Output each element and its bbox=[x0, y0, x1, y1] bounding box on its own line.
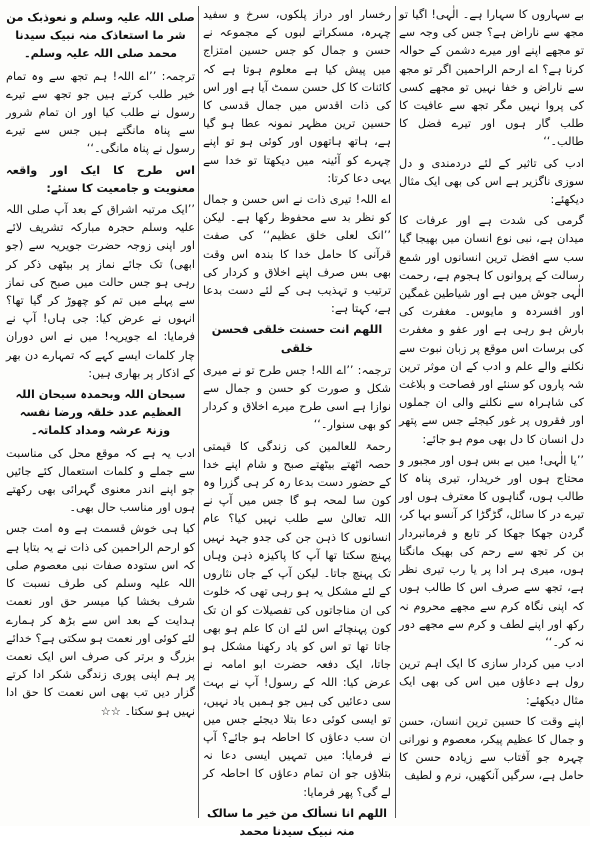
text-column-middle bbox=[203, 6, 391, 838]
paragraph: اے اللہ! تیری ذات نے اس حسن و جمال کو نظر بد سے محفوظ رکھا ہے۔ لیکن ’’انک لعلی خلق عظیم‘‘ کی صفت قرآنی کا حامل خدا کا بندہ اس وقت بھی بس صرف اپنے اخلاق و کردار کی ترتیب و تہذیب ہی کے لئے دست بدعا ہے، کہتا ہے: bbox=[203, 193, 391, 316]
translation: ترجمہ: ’’اے اللہ! جس طرح تو نے میری شکل و صورت کو حسن و جمال سے نوازا ہے اسی طرح میرے اخلاق و کردار کو بھی سنوار۔‘‘ bbox=[203, 363, 391, 432]
quoted-narration: ’’ایک مرتبہ اشراق کے بعد آپ صلی اللہ علیہ وسلم حجرہ مبارکہ تشریف لائے اور اپنی زوجہ حضرت جویریہ سے (جو ابھی) تک جائے نماز پر بیٹھی ذکر کر رہی ہو جس حالت میں صبح کی نماز سے پہلے میں تم کو چھوڑ کر گیا تھا؟ انہوں نے عرض کیا: جی ہاں! آپ نے فرمایا: اے جویریہ! میں نے اس دوران چار کلمات ایسے کہے کہ تمہارے دن بھر کے اذکار پر بھاری ہیں: bbox=[6, 203, 195, 380]
paragraph: ادب یہ ہے کہ موقع محل کی مناسبت سے جملے و کلمات استعمال کئے جائیں جو اپنے اندر معنوی گہرائی بھی رکھتے ہوں اور مناسب حال بھی۔ bbox=[6, 446, 195, 515]
paragraph: ادب کی تاثیر کے لئے دردمندی و دل سوزی ناگزیر ہے اس کی بھی ایک مثال دیکھئے: bbox=[399, 156, 584, 207]
paragraph: گرمی کی شدت ہے اور عرفات کا میدان ہے، نبی نوع انسان میں بھیجا گیا سب سے افضل ترین انسانوں اور شمع رسالت کے پروانوں کا ہجوم ہے، رحمت الٰہی جوش میں ہے اور شیاطین غمگین اور افسردہ و مایوس۔ مغفرت کی بارش ہو رہی ہے اور عفو و مغفرت کی برسات اس موقع پر زبان نبوت سے نکلنے والے علم و ادب کے ان موثر ترین شہ پاروں کو سنئے اور فصاحت و بلاغت کی شاہراہ سے نکلنے والی ان جملوں اور فقروں پر غور کیجئے جس سے پتھر دل انسان کا دل بھی موم ہو جائے: bbox=[399, 214, 584, 446]
quoted-prayer: ’’یا الٰہی! میں بے بس ہوں اور مجبور و محتاج ہوں اور خریدار، تیری پناہ کا طالب ہوں، گناہوں کا معترف ہوں اور تیرے در کا سائل، گڑگڑا کر آنسو بہا کر، گردن جھکا جھکا کر تابع و فرمانبردار بن کر تجھ سے رحم کی بھیک مانگتا ہوں، میری ہر ادا پر یا رب تیری نظر ہے، تجھ سے صرف اس کا طالب ہوں کہ اپنی نگاہ کرم سے مجھے محروم نہ رکھ اور اپنے لطف و کرم سے مجھے دور نہ کر۔‘‘ bbox=[399, 453, 584, 649]
text-column-right bbox=[399, 6, 584, 820]
text-column-left bbox=[6, 6, 195, 820]
column-divider bbox=[198, 6, 199, 818]
paragraph: رخسار اور دراز پلکوں، سرخ و سفید چہرہ، مسکراتے لبوں کے مجموعہ نے حسن و جمال کو جس حسین امتزاج میں پیش کیا ہے معلوم ہوتا ہے کہ کائنات کا کل حسن سمٹ آیا ہے اور اس کی ذات اقدس میں جمال قدسی کا حسین ترین مظہر نمونہ عطا ہو گیا ہے، ہاتھ ہاتھوں اور کوئی ہو تو اپنے چہرے کو آئینہ میں دیکھتا تو خدا سے یہی دعا کرتا: bbox=[203, 8, 391, 185]
paragraph: ادب میں کردار سازی کا ایک اہم ترین رول ہے دعاؤں میں اس کی بھی ایک مثال دیکھئے: bbox=[399, 657, 584, 707]
arabic-prayer: صلی اللہ علیہ وسلم و نعوذبک من شر ما استعاذک منہ نبیک سیدنا محمد صلی اللہ علیہ وسلم۔ bbox=[6, 11, 195, 61]
arabic-prayer: اللھم انا نسألک من خیر ما سالک منہ نبیک سیدنا محمد bbox=[206, 806, 388, 838]
paragraph: اپنے وقت کا حسین ترین انسان، حسن و جمال کا عظیم پیکر، معصوم و نورانی چہرہ جو آفتاب سے زیادہ حسن کا حامل ہے، سرگیں آنکھیں، نرم و لطیف bbox=[399, 714, 584, 783]
arabic-dhikr: سبحان اللہ وبحمدہ سبحان اللہ العظیم عدد خلقہ ورضا نفسہ وزنۃ عرشہ ومداد کلماتہ۔ bbox=[15, 388, 186, 438]
paragraph: رحمۃ للعالمین کی زندگی کا قیمتی حصہ اٹھتے بیٹھتے صبح و شام اپنے خدا کے حضور دست بدعا رہ کر ہی گزرا وہ کون سا لمحہ ہو گا جس میں آپ نے اللہ تعالیٰ سے طلب نہیں کیا؟ عام انسانوں کا ذہن جن کی جدو جہد نہیں پہنچ سکتا تھا آپ کا پاکیزہ ذہن وہاں تک پہنچ جاتا۔ لیکن آپ کے جاں نثاروں کے لئے مشکل یہ ہو رہی تھی کہ خلوت کی ان مناجاتوں کی تفصیلات کو ان تک کون پہنچائے اس لئے ان کا علم ہو بھی جاتا تھا تو اس کو یاد رکھنا مشکل ہو جاتا، ایک دفعہ حضرت ابو امامہ نے عرض کیا: اللہ کے رسول! آپ نے بہت سی دعائیں کی ہیں جو ہمیں یاد نہیں، تو ایسی کوئی دعا بتلا دیجئے جس میں ان سب دعاؤں کا احاطہ ہو جائے؟ آپ نے فرمایا: میں تمہیں ایسی دعا نہ بتلاؤں جو ان تمام دعاؤں کا احاطہ کر لے گی؟ پھر فرمایا: bbox=[203, 439, 391, 799]
column-divider bbox=[395, 6, 396, 818]
translation: ترجمہ: ’’اے اللہ! ہم تجھ سے وہ تمام خیر طلب کرتے ہیں جو تجھ سے تیرے رسول نے طلب کیا اور ان تمام شرور سے پناہ مانگتے ہیں جس سے تیرے رسول نے پناہ مانگی۔‘‘ bbox=[6, 69, 195, 156]
paragraph: کیا ہی خوش قسمت ہے وہ امت جس کو ارحم الراحمین کی ذات نے یہ بتایا ہے کہ اس ستودہ صفات نبی معصوم صلی اللہ علیہ وسلم کی طرف نسبت کا شرف بخشا کیا میسر حق اور نعمت ہدایت کے بعد اس سے بڑھ کر ہمارے لئے کوئی اور نعمت ہو سکتی ہے؟ خدائے بزرگ و برتر کی صرف اس ایک نعمت پر ہم اپنی پوری زندگی شکر ادا کرتے گزار دیں تب بھی اس نعمت کا حق ادا نہیں ہو سکتا۔ ☆☆ bbox=[6, 522, 195, 718]
paragraph: اس طرح کا ایک اور واقعہ معنویت و جامعیت کا سنئے: bbox=[6, 163, 195, 195]
paragraph: بے سہاروں کا سہارا ہے۔ الٰہی! اگیا تو مجھ سے ناراض ہے؟ جس کی وجہ سے تو مجھے اپنے اور میرے دشمن کے حوالہ کرنا ہے؟ اے ارحم الراحمین اگر تو مجھ سے ناراض و خفا نہیں تو مجھے کسی کی پروا نہیں مگر تجھ سے عافیت کا طلب گار ہوں اور تیرے فضل کا طالب۔‘‘ bbox=[399, 8, 584, 149]
arabic-prayer: اللھم انت حسنت خلقی فحسن خلقی bbox=[211, 323, 383, 355]
